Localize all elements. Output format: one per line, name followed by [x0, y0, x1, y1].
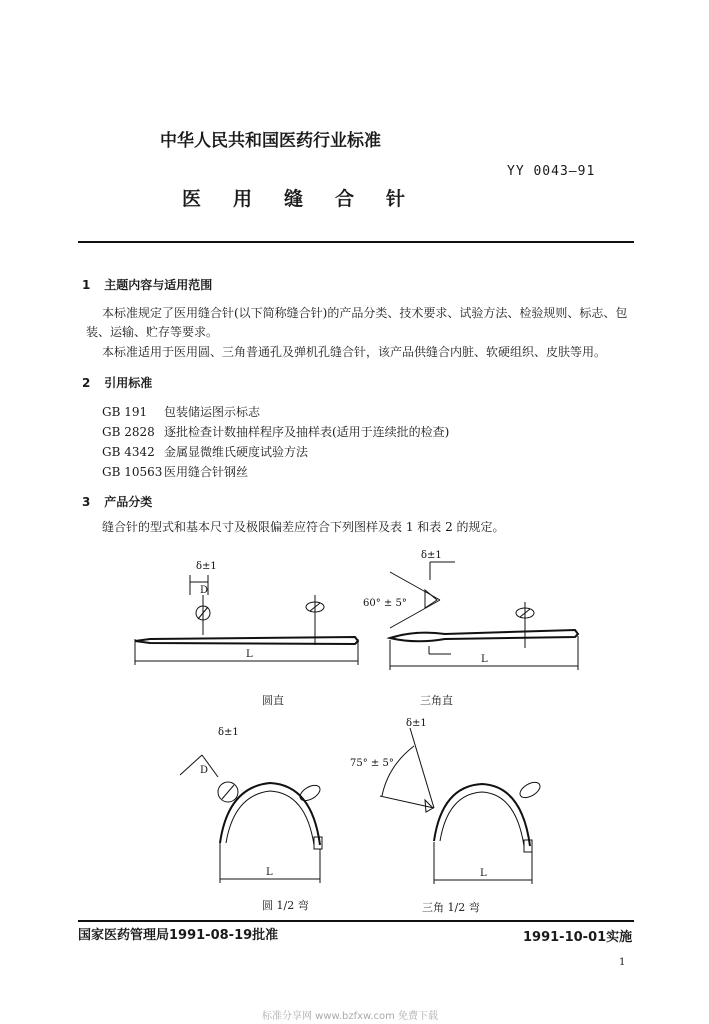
- approval-statement: 国家医药管理局1991-08-19批准: [78, 928, 279, 943]
- dim-l-label: L: [246, 649, 253, 660]
- section-number: 2: [82, 376, 91, 390]
- footer-divider: [78, 920, 634, 922]
- section-3-paragraph: 缝合针的型式和基本尺寸及极限偏差应符合下列图样及表 1 和表 2 的规定。: [102, 520, 505, 534]
- reference-code: GB 4342: [102, 445, 155, 459]
- dim-tolerance-label: δ±1: [218, 727, 239, 738]
- reference-title: 金属显微维氏硬度试验方法: [164, 445, 309, 459]
- section-title: 产品分类: [104, 495, 153, 509]
- section-1-paragraph-1: 本标准规定了医用缝合针(以下简称缝合针)的产品分类、技术要求、试验方法、检验规则、标志、包: [102, 306, 628, 320]
- reference-code: GB 191: [102, 405, 148, 419]
- round-straight-needle-figure: [130, 555, 370, 675]
- reference-item: [102, 403, 260, 420]
- reference-item: [102, 463, 248, 480]
- angle-label: 75° ± 5°: [350, 758, 394, 769]
- eye-cross-section: [517, 779, 542, 800]
- section-1-paragraph-1-cont: 装、运输、贮存等要求。: [86, 325, 219, 339]
- figure-caption: 三角 1/2 弯: [422, 901, 480, 914]
- dim-tolerance-label: δ±1: [196, 561, 217, 572]
- header-divider: [78, 241, 634, 243]
- reference-code: GB 10563: [102, 465, 163, 479]
- round-half-curved-needle-figure: [180, 725, 350, 890]
- needle-body: [390, 630, 578, 641]
- issuing-authority-header: 中华人民共和国医药行业标准: [160, 131, 381, 151]
- triangle-straight-needle-figure: [363, 550, 585, 675]
- page-number: 1: [619, 957, 626, 968]
- figure-caption: 圆直: [262, 694, 284, 707]
- section-1-heading: [82, 276, 212, 293]
- needle-body: [135, 637, 358, 644]
- dim-d-label: D: [200, 585, 209, 596]
- reference-title: 逐批检查计数抽样程序及抽样表(适用于连续批的检查): [164, 425, 450, 439]
- reference-item: [102, 423, 449, 440]
- section-title: 引用标准: [104, 376, 153, 390]
- section-number: 1: [82, 278, 91, 292]
- reference-item: [102, 443, 308, 460]
- reference-title: 包装储运图示标志: [164, 405, 261, 419]
- dim-l-label: L: [481, 654, 488, 665]
- dim-l-label: L: [480, 868, 487, 879]
- dim-l-label: L: [266, 867, 273, 878]
- triangle-half-curved-needle-figure: [350, 716, 570, 891]
- section-2-heading: [82, 374, 152, 391]
- reference-code: GB 2828: [102, 425, 155, 439]
- eye-cross-section: [297, 782, 322, 803]
- standard-code: YY 0043—91: [507, 164, 596, 179]
- section-title: 主题内容与适用范围: [104, 278, 213, 292]
- dim-d-label: D: [200, 765, 209, 776]
- figure-caption: 三角直: [420, 694, 453, 707]
- document-title: 医用缝合针: [182, 188, 438, 210]
- section-1-paragraph-2: 本标准适用于医用圆、三角普通孔及弹机孔缝合针，该产品供缝合内脏、软硬组织、皮肤等用。: [102, 345, 607, 359]
- dim-tolerance-label: δ±1: [421, 550, 442, 561]
- effective-date: 1991-10-01实施: [523, 930, 633, 945]
- figure-caption: 圆 1/2 弯: [262, 899, 309, 912]
- dim-tolerance-label: δ±1: [406, 718, 427, 729]
- section-3-heading: [82, 493, 152, 510]
- reference-title: 医用缝合针钢丝: [164, 465, 249, 479]
- angle-label: 60° ± 5°: [363, 598, 407, 609]
- section-number: 3: [82, 495, 91, 509]
- watermark: 标准分享网 www.bzfxw.com 免费下载: [262, 1011, 438, 1022]
